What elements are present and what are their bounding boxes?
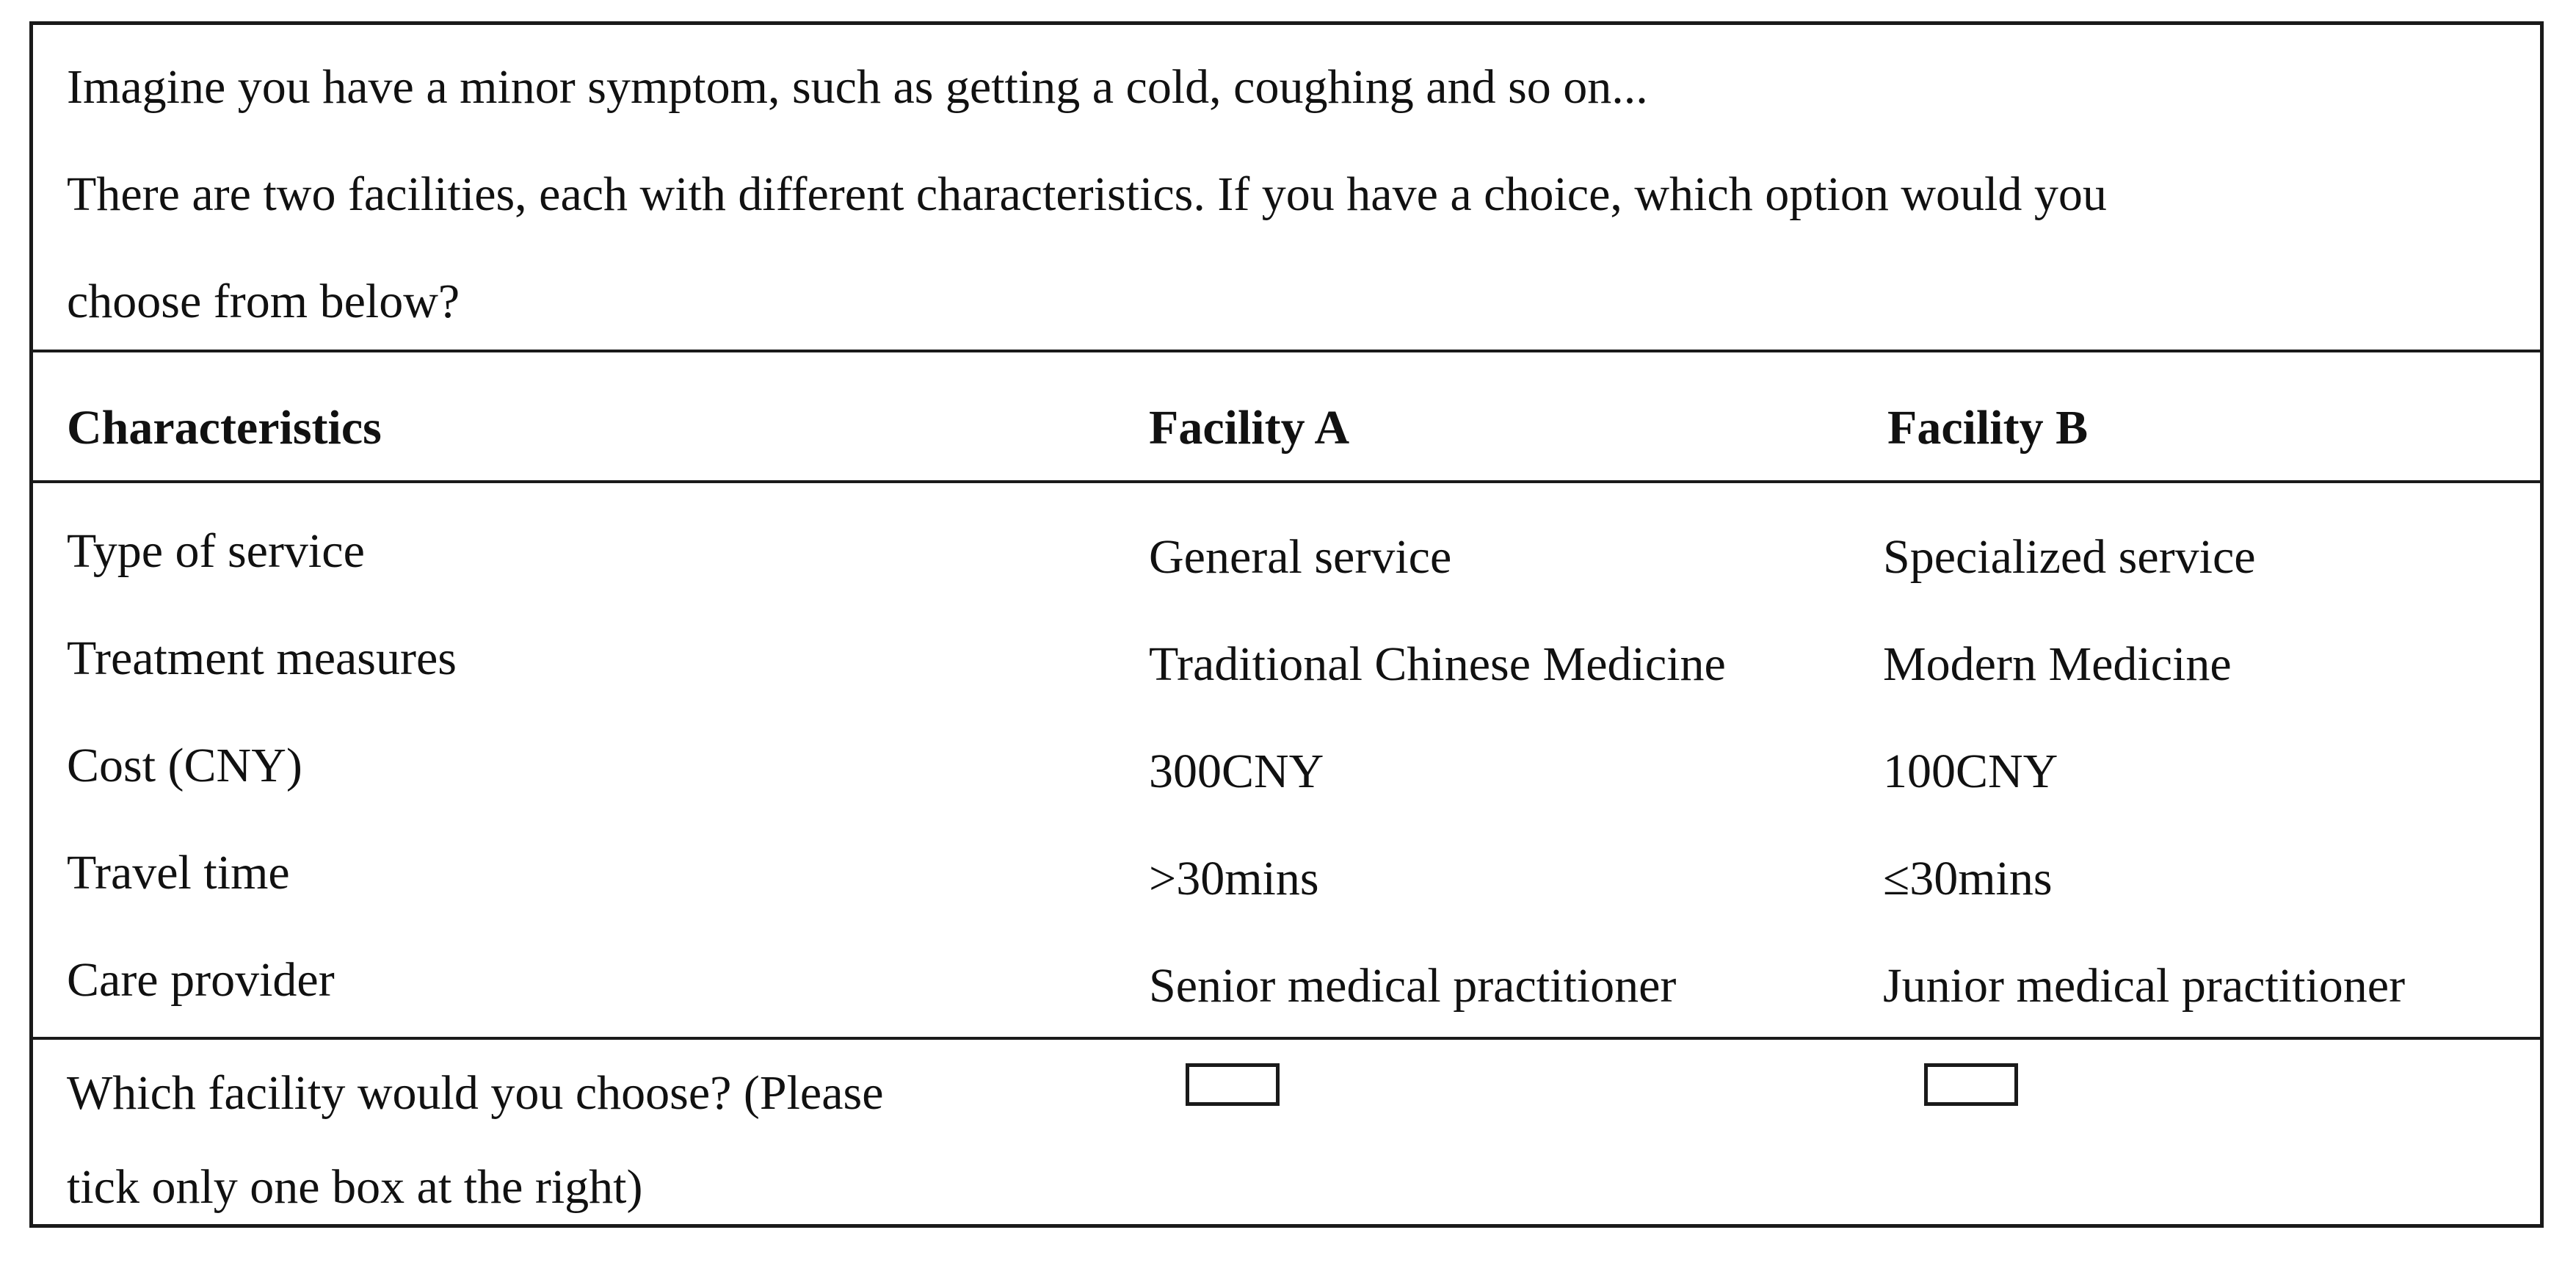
header-facility-a: Facility A	[1149, 401, 1350, 455]
table-row	[33, 698, 2540, 805]
intro-line-1: Imagine you have a minor symptom, such as getting a cold, coughing and so on...	[67, 60, 1648, 114]
choice-question-line-1: Which facility would you choose? (Please	[67, 1066, 884, 1120]
facility-b-value: Modern Medicine	[1883, 637, 2232, 691]
facility-b-value: ≤30mins	[1883, 852, 2053, 905]
facility-a-value: Senior medical practitioner	[1149, 959, 1677, 1013]
table-row	[33, 483, 2540, 590]
facility-a-value: Traditional Chinese Medicine	[1149, 637, 1726, 691]
choice-question-line-2: tick only one box at the right)	[67, 1160, 643, 1214]
intro-line-3: choose from below?	[67, 275, 460, 328]
facility-a-value: 300CNY	[1149, 745, 1324, 798]
facility-b-value: Specialized service	[1883, 530, 2256, 584]
table-header-row	[33, 352, 2540, 483]
intro-section	[33, 25, 2540, 352]
row-label: Type of service	[67, 524, 365, 578]
table-row	[33, 912, 2540, 1019]
intro-line-2: There are two facilities, each with different characteristics. If you have a choice, which option would you	[67, 167, 2107, 221]
facility-b-value: 100CNY	[1883, 745, 2058, 798]
row-label: Travel time	[67, 846, 290, 900]
facility-a-checkbox[interactable]	[1186, 1063, 1280, 1106]
header-characteristics: Characteristics	[67, 401, 382, 455]
attribute-rows	[33, 483, 2540, 1040]
survey-card	[29, 21, 2544, 1228]
choice-row	[33, 1040, 2540, 1224]
facility-a-value: >30mins	[1149, 852, 1319, 905]
table-row	[33, 590, 2540, 698]
table-row	[33, 805, 2540, 912]
facility-a-value: General service	[1149, 530, 1452, 584]
facility-b-checkbox[interactable]	[1924, 1063, 2018, 1106]
header-facility-b: Facility B	[1887, 401, 2089, 455]
row-label: Care provider	[67, 953, 335, 1007]
row-label: Cost (CNY)	[67, 739, 302, 792]
facility-b-value: Junior medical practitioner	[1883, 959, 2406, 1013]
row-label: Treatment measures	[67, 632, 457, 685]
